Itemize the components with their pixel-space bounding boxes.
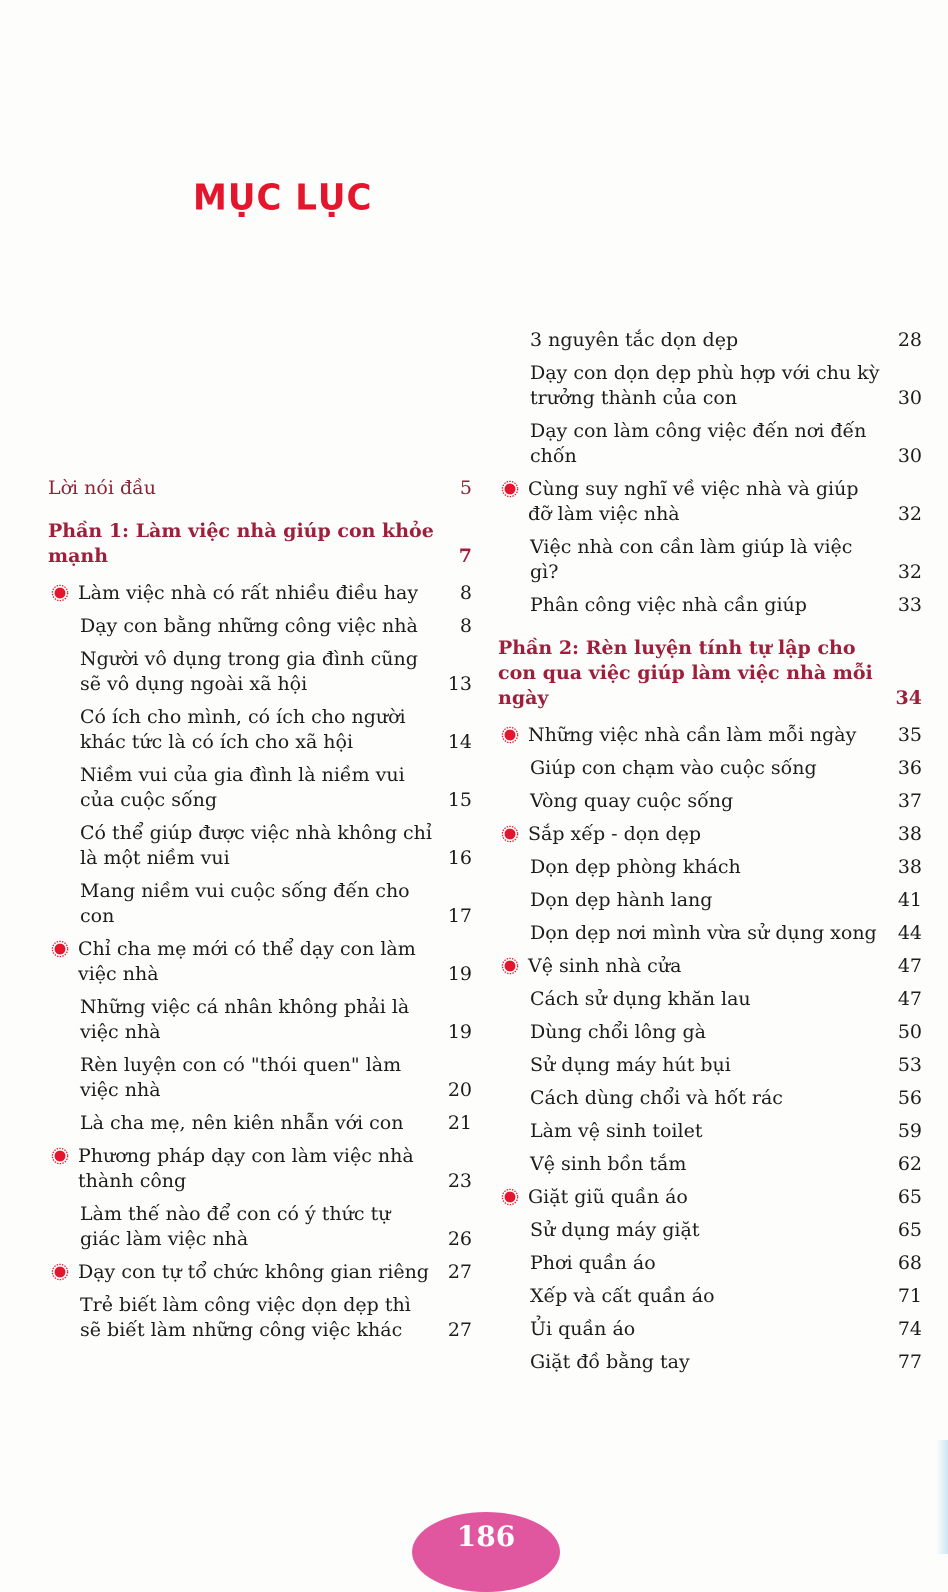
toc-entry-title: Ủi quần áo [530,1318,636,1340]
toc-chapter-entry[interactable] [498,954,922,979]
toc-entry-title: Vệ sinh nhà cửa [528,955,682,977]
toc-entry-title: Phương pháp dạy con làm việc nhà thành công [78,1145,414,1192]
page-title: MỤC LỤC [193,177,373,219]
toc-entry-title: Giặt đồ bằng tay [530,1351,690,1373]
toc-sub-entry[interactable] [48,763,472,813]
toc-sub-entry[interactable] [48,1053,472,1103]
toc-entry-page: 19 [447,1021,472,1043]
bullet-dot-icon [501,1188,519,1206]
toc-entry-title: Người vô dụng trong gia đình cũng sẽ vô dụng ngoài xã hội [80,648,418,695]
toc-entry-title: Sử dụng máy giặt [530,1219,700,1241]
toc-chapter-entry[interactable] [498,1185,922,1210]
toc-sub-entry[interactable] [498,1053,922,1078]
toc-sub-entry[interactable] [498,361,922,411]
toc-chapter-entry[interactable] [48,937,472,987]
toc-entry-page: 62 [897,1153,922,1175]
toc-sub-entry[interactable] [498,1152,922,1177]
toc-chapter-entry[interactable] [498,477,922,527]
toc-entry-title: Dọn dẹp phòng khách [530,856,741,878]
toc-entry-page: 32 [897,503,922,525]
toc-entry-title: Vệ sinh bồn tắm [530,1153,687,1175]
toc-entry-title: Dọn dẹp nơi mình vừa sử dụng xong [530,922,877,944]
toc-entry-title: Dạy con làm công việc đến nơi đến chốn [530,420,867,467]
bullet-dot-icon [501,957,519,975]
toc-sub-entry[interactable] [48,614,472,639]
toc-part-entry[interactable] [48,519,472,569]
toc-entry-page: 37 [897,790,922,812]
toc-preface-entry[interactable] [48,476,472,501]
toc-entry-page: 23 [447,1170,472,1192]
toc-entry-title: Phần 1: Làm việc nhà giúp con khỏe mạnh [48,520,434,567]
toc-entry-title: Xếp và cất quần áo [530,1285,715,1307]
toc-right-column [498,328,922,1375]
toc-entry-page: 38 [897,823,922,845]
toc-entry-title: Phân công việc nhà cần giúp [530,594,807,616]
toc-left-column [48,476,472,1343]
toc-entry-title: Những việc cá nhân không phải là việc nhà [80,996,410,1043]
bullet-dot-icon [501,480,519,498]
toc-sub-entry[interactable] [498,855,922,880]
toc-entry-title: Cách sử dụng khăn lau [530,988,751,1010]
toc-entry-page: 21 [447,1112,472,1134]
toc-sub-entry[interactable] [498,419,922,469]
toc-entry-title: Dùng chổi lông gà [530,1021,706,1043]
toc-entry-title: Dạy con dọn dẹp phù hợp với chu kỳ trưởng thành của con [530,362,880,409]
toc-entry-page: 47 [897,988,922,1010]
toc-entry-title: Dọn dẹp hành lang [530,889,713,911]
toc-entry-title: Có thể giúp được việc nhà không chỉ là một niềm vui [80,822,432,869]
toc-chapter-entry[interactable] [498,822,922,847]
toc-entry-title: Lời nói đầu [48,477,157,499]
toc-sub-entry[interactable] [498,888,922,913]
toc-entry-page: 8 [459,582,472,604]
toc-sub-entry[interactable] [498,593,922,618]
toc-entry-title: Có ích cho mình, có ích cho người khác tức là có ích cho xã hội [80,706,406,753]
page-number-badge [412,1512,560,1592]
toc-entry-page: 27 [447,1261,472,1283]
toc-entry-page: 38 [897,856,922,878]
toc-sub-entry[interactable] [498,789,922,814]
bullet-dot-icon [51,1147,69,1165]
toc-entry-page: 36 [897,757,922,779]
toc-entry-page: 16 [447,847,472,869]
toc-entry-title: Làm vệ sinh toilet [530,1120,703,1142]
toc-entry-page: 74 [897,1318,922,1340]
toc-entry-title: Niềm vui của gia đình là niềm vui của cuộc sống [80,764,405,811]
toc-sub-entry[interactable] [498,1350,922,1375]
toc-sub-entry[interactable] [498,328,922,353]
toc-entry-page: 28 [897,329,922,351]
toc-entry-page: 71 [897,1285,922,1307]
toc-entry-page: 47 [897,955,922,977]
toc-sub-entry[interactable] [498,1020,922,1045]
toc-entry-title: Giúp con chạm vào cuộc sống [530,757,817,779]
toc-entry-title: Chỉ cha mẹ mới có thể dạy con làm việc nhà [78,938,416,985]
toc-entry-title: Sắp xếp - dọn dẹp [528,823,702,845]
toc-entry-title: Vòng quay cuộc sống [530,790,734,812]
toc-entry-title: Dạy con bằng những công việc nhà [80,615,418,637]
toc-sub-entry[interactable] [498,921,922,946]
toc-entry-page: 7 [458,545,472,567]
toc-sub-entry[interactable] [48,647,472,697]
toc-entry-page: 53 [897,1054,922,1076]
bullet-dot-icon [51,1263,69,1281]
toc-sub-entry[interactable] [48,1202,472,1252]
toc-entry-page: 27 [447,1319,472,1341]
toc-entry-page: 20 [447,1079,472,1101]
page-edge-shadow [936,1440,948,1554]
toc-entry-page: 5 [459,477,472,499]
toc-chapter-entry[interactable] [498,723,922,748]
toc-entry-title: Là cha mẹ, nên kiên nhẫn với con [80,1112,404,1134]
toc-entry-title: Làm thế nào để con có ý thức tự giác làm việc nhà [80,1203,391,1250]
toc-entry-page: 35 [897,724,922,746]
toc-entry-title: Mang niềm vui cuộc sống đến cho con [80,880,410,927]
toc-entry-page: 56 [897,1087,922,1109]
toc-entry-page: 44 [897,922,922,944]
bullet-dot-icon [51,940,69,958]
toc-sub-entry[interactable] [498,1218,922,1243]
toc-entry-title: Giặt giũ quần áo [528,1186,688,1208]
toc-sub-entry[interactable] [48,821,472,871]
toc-entry-title: Làm việc nhà có rất nhiều điều hay [78,582,419,604]
toc-entry-title: Sử dụng máy hút bụi [530,1054,731,1076]
bullet-dot-icon [501,726,519,744]
toc-sub-entry[interactable] [498,1317,922,1342]
toc-entry-page: 34 [895,687,922,709]
bullet-dot-icon [501,825,519,843]
toc-sub-entry[interactable] [498,987,922,1012]
toc-sub-entry[interactable] [498,1119,922,1144]
toc-entry-title: Trẻ biết làm công việc dọn dẹp thì sẽ biết làm những công việc khác [80,1294,411,1341]
toc-entry-title: Phần 2: Rèn luyện tính tự lập cho con qua việc giúp làm việc nhà mỗi ngày [498,637,873,709]
toc-sub-entry[interactable] [498,756,922,781]
toc-entry-title: Những việc nhà cần làm mỗi ngày [528,724,857,746]
toc-part-entry[interactable] [498,636,922,711]
page-number: 186 [456,1520,516,1553]
toc-sub-entry[interactable] [498,1086,922,1111]
toc-entry-page: 30 [897,445,922,467]
toc-chapter-entry[interactable] [48,1144,472,1194]
toc-entry-title: Rèn luyện con có "thói quen" làm việc nhà [80,1054,402,1101]
toc-entry-page: 65 [897,1186,922,1208]
toc-entry-title: Phơi quần áo [530,1252,656,1274]
toc-entry-page: 65 [897,1219,922,1241]
toc-sub-entry[interactable] [48,995,472,1045]
toc-sub-entry[interactable] [48,1111,472,1136]
toc-entry-title: Cùng suy nghĩ về việc nhà và giúp đỡ làm việc nhà [528,478,859,525]
toc-entry-page: 41 [897,889,922,911]
bullet-dot-icon [51,584,69,602]
toc-sub-entry[interactable] [498,1284,922,1309]
toc-chapter-entry[interactable] [48,581,472,606]
toc-entry-page: 14 [447,731,472,753]
toc-chapter-entry[interactable] [48,1260,472,1285]
toc-sub-entry[interactable] [48,705,472,755]
toc-entry-page: 32 [897,561,922,583]
toc-entry-title: Việc nhà con cần làm giúp là việc gì? [530,536,853,583]
toc-sub-entry[interactable] [498,535,922,585]
toc-sub-entry[interactable] [48,1293,472,1343]
toc-entry-title: Dạy con tự tổ chức không gian riêng [78,1261,429,1283]
toc-entry-page: 8 [459,615,472,637]
toc-entry-page: 77 [897,1351,922,1373]
toc-entry-page: 26 [447,1228,472,1250]
toc-entry-page: 59 [897,1120,922,1142]
toc-entry-page: 17 [447,905,472,927]
toc-entry-page: 13 [447,673,472,695]
toc-entry-page: 15 [447,789,472,811]
toc-sub-entry[interactable] [498,1251,922,1276]
toc-entry-page: 50 [897,1021,922,1043]
toc-entry-title: Cách dùng chổi và hốt rác [530,1087,783,1109]
toc-sub-entry[interactable] [48,879,472,929]
toc-entry-page: 33 [897,594,922,616]
toc-entry-page: 30 [897,387,922,409]
toc-entry-page: 68 [897,1252,922,1274]
toc-entry-page: 19 [447,963,472,985]
toc-entry-title: 3 nguyên tắc dọn dẹp [530,329,739,351]
